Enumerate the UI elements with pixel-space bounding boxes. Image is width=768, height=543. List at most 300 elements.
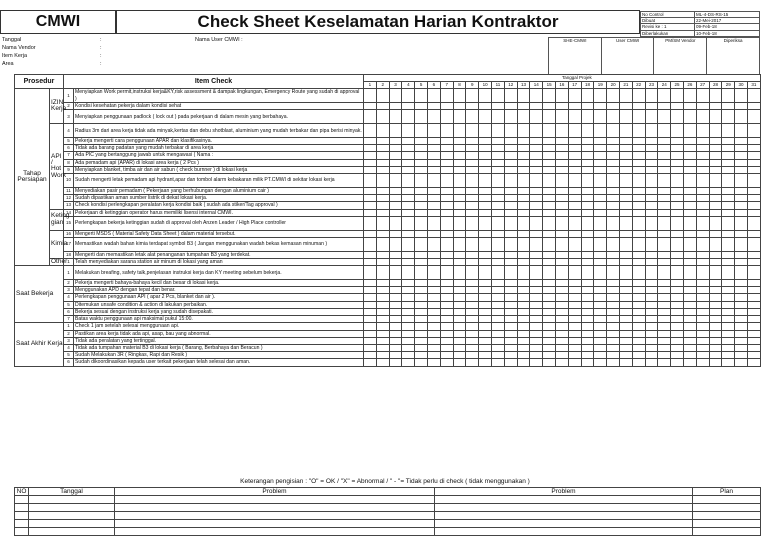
day-check-cell[interactable] xyxy=(607,251,620,258)
day-check-cell[interactable] xyxy=(504,308,517,315)
day-check-cell[interactable] xyxy=(389,323,402,330)
day-check-cell[interactable] xyxy=(645,337,658,344)
day-check-cell[interactable] xyxy=(696,237,709,251)
day-check-cell[interactable] xyxy=(671,195,684,202)
day-check-cell[interactable] xyxy=(671,323,684,330)
day-check-cell[interactable] xyxy=(376,301,389,308)
day-check-cell[interactable] xyxy=(568,258,581,265)
day-check-cell[interactable] xyxy=(581,89,594,103)
day-check-cell[interactable] xyxy=(555,251,568,258)
day-check-cell[interactable] xyxy=(530,301,543,308)
day-check-cell[interactable] xyxy=(709,230,722,237)
day-check-cell[interactable] xyxy=(466,195,479,202)
day-check-cell[interactable] xyxy=(492,308,505,315)
day-check-cell[interactable] xyxy=(568,159,581,166)
day-check-cell[interactable] xyxy=(504,89,517,103)
day-check-cell[interactable] xyxy=(735,145,748,152)
day-check-cell[interactable] xyxy=(453,202,466,209)
day-check-cell[interactable] xyxy=(479,216,492,230)
day-check-cell[interactable] xyxy=(607,124,620,138)
day-check-cell[interactable] xyxy=(428,344,441,351)
day-check-cell[interactable] xyxy=(364,166,377,173)
day-check-cell[interactable] xyxy=(453,251,466,258)
day-check-cell[interactable] xyxy=(709,124,722,138)
day-check-cell[interactable] xyxy=(492,344,505,351)
day-check-cell[interactable] xyxy=(504,174,517,188)
day-check-cell[interactable] xyxy=(645,344,658,351)
day-check-cell[interactable] xyxy=(607,187,620,194)
day-check-cell[interactable] xyxy=(402,202,415,209)
day-check-cell[interactable] xyxy=(376,344,389,351)
day-check-cell[interactable] xyxy=(453,344,466,351)
day-check-cell[interactable] xyxy=(517,195,530,202)
day-check-cell[interactable] xyxy=(543,330,556,337)
day-check-cell[interactable] xyxy=(492,301,505,308)
day-check-cell[interactable] xyxy=(683,103,696,110)
day-check-cell[interactable] xyxy=(671,89,684,103)
day-check-cell[interactable] xyxy=(466,330,479,337)
day-check-cell[interactable] xyxy=(440,280,453,287)
day-check-cell[interactable] xyxy=(735,159,748,166)
day-check-cell[interactable] xyxy=(658,301,671,308)
day-check-cell[interactable] xyxy=(543,202,556,209)
day-check-cell[interactable] xyxy=(504,344,517,351)
day-check-cell[interactable] xyxy=(658,159,671,166)
day-check-cell[interactable] xyxy=(607,110,620,124)
day-check-cell[interactable] xyxy=(364,359,377,366)
day-check-cell[interactable] xyxy=(364,209,377,216)
day-check-cell[interactable] xyxy=(492,352,505,359)
day-check-cell[interactable] xyxy=(517,216,530,230)
day-check-cell[interactable] xyxy=(683,174,696,188)
day-check-cell[interactable] xyxy=(568,294,581,301)
problem-cell[interactable] xyxy=(115,512,435,520)
day-check-cell[interactable] xyxy=(581,145,594,152)
day-check-cell[interactable] xyxy=(632,251,645,258)
day-check-cell[interactable] xyxy=(722,316,735,323)
day-check-cell[interactable] xyxy=(543,359,556,366)
day-check-cell[interactable] xyxy=(683,323,696,330)
day-check-cell[interactable] xyxy=(607,103,620,110)
day-check-cell[interactable] xyxy=(568,202,581,209)
day-check-cell[interactable] xyxy=(415,301,428,308)
day-check-cell[interactable] xyxy=(517,323,530,330)
day-check-cell[interactable] xyxy=(466,216,479,230)
day-check-cell[interactable] xyxy=(632,89,645,103)
day-check-cell[interactable] xyxy=(517,89,530,103)
day-check-cell[interactable] xyxy=(402,89,415,103)
day-check-cell[interactable] xyxy=(504,323,517,330)
day-check-cell[interactable] xyxy=(658,152,671,159)
day-check-cell[interactable] xyxy=(594,266,607,280)
day-check-cell[interactable] xyxy=(555,323,568,330)
day-check-cell[interactable] xyxy=(735,110,748,124)
day-check-cell[interactable] xyxy=(594,316,607,323)
day-check-cell[interactable] xyxy=(607,344,620,351)
day-check-cell[interactable] xyxy=(696,209,709,216)
day-check-cell[interactable] xyxy=(504,316,517,323)
day-check-cell[interactable] xyxy=(607,138,620,145)
day-check-cell[interactable] xyxy=(364,251,377,258)
day-check-cell[interactable] xyxy=(517,251,530,258)
day-check-cell[interactable] xyxy=(735,337,748,344)
day-check-cell[interactable] xyxy=(671,294,684,301)
day-check-cell[interactable] xyxy=(594,124,607,138)
day-check-cell[interactable] xyxy=(658,216,671,230)
day-check-cell[interactable] xyxy=(658,145,671,152)
day-check-cell[interactable] xyxy=(389,230,402,237)
day-check-cell[interactable] xyxy=(440,110,453,124)
day-check-cell[interactable] xyxy=(415,230,428,237)
day-check-cell[interactable] xyxy=(645,145,658,152)
day-check-cell[interactable] xyxy=(683,344,696,351)
day-check-cell[interactable] xyxy=(428,103,441,110)
day-check-cell[interactable] xyxy=(581,337,594,344)
day-check-cell[interactable] xyxy=(543,258,556,265)
day-check-cell[interactable] xyxy=(747,216,760,230)
day-check-cell[interactable] xyxy=(415,216,428,230)
day-check-cell[interactable] xyxy=(530,103,543,110)
day-check-cell[interactable] xyxy=(581,301,594,308)
day-check-cell[interactable] xyxy=(594,152,607,159)
day-check-cell[interactable] xyxy=(402,195,415,202)
day-check-cell[interactable] xyxy=(568,352,581,359)
day-check-cell[interactable] xyxy=(415,209,428,216)
problem-cell[interactable] xyxy=(29,496,115,504)
day-check-cell[interactable] xyxy=(466,159,479,166)
day-check-cell[interactable] xyxy=(645,258,658,265)
day-check-cell[interactable] xyxy=(530,202,543,209)
day-check-cell[interactable] xyxy=(555,209,568,216)
day-check-cell[interactable] xyxy=(632,323,645,330)
day-check-cell[interactable] xyxy=(517,308,530,315)
day-check-cell[interactable] xyxy=(632,159,645,166)
day-check-cell[interactable] xyxy=(504,330,517,337)
day-check-cell[interactable] xyxy=(735,344,748,351)
day-check-cell[interactable] xyxy=(402,266,415,280)
day-check-cell[interactable] xyxy=(466,145,479,152)
day-check-cell[interactable] xyxy=(492,195,505,202)
problem-cell[interactable] xyxy=(29,512,115,520)
day-check-cell[interactable] xyxy=(453,308,466,315)
day-check-cell[interactable] xyxy=(619,280,632,287)
day-check-cell[interactable] xyxy=(517,152,530,159)
day-check-cell[interactable] xyxy=(376,159,389,166)
day-check-cell[interactable] xyxy=(530,216,543,230)
day-check-cell[interactable] xyxy=(581,308,594,315)
day-check-cell[interactable] xyxy=(671,344,684,351)
day-check-cell[interactable] xyxy=(709,359,722,366)
day-check-cell[interactable] xyxy=(376,209,389,216)
day-check-cell[interactable] xyxy=(735,258,748,265)
day-check-cell[interactable] xyxy=(402,209,415,216)
day-check-cell[interactable] xyxy=(594,237,607,251)
day-check-cell[interactable] xyxy=(568,237,581,251)
day-check-cell[interactable] xyxy=(389,138,402,145)
day-check-cell[interactable] xyxy=(530,110,543,124)
day-check-cell[interactable] xyxy=(696,337,709,344)
day-check-cell[interactable] xyxy=(671,124,684,138)
day-check-cell[interactable] xyxy=(492,316,505,323)
day-check-cell[interactable] xyxy=(735,187,748,194)
day-check-cell[interactable] xyxy=(453,352,466,359)
day-check-cell[interactable] xyxy=(543,152,556,159)
day-check-cell[interactable] xyxy=(671,209,684,216)
day-check-cell[interactable] xyxy=(568,330,581,337)
day-check-cell[interactable] xyxy=(492,230,505,237)
day-check-cell[interactable] xyxy=(517,145,530,152)
day-check-cell[interactable] xyxy=(632,145,645,152)
day-check-cell[interactable] xyxy=(747,280,760,287)
day-check-cell[interactable] xyxy=(581,294,594,301)
day-check-cell[interactable] xyxy=(722,308,735,315)
day-check-cell[interactable] xyxy=(747,124,760,138)
day-check-cell[interactable] xyxy=(555,110,568,124)
day-check-cell[interactable] xyxy=(415,280,428,287)
day-check-cell[interactable] xyxy=(440,216,453,230)
day-check-cell[interactable] xyxy=(440,174,453,188)
day-check-cell[interactable] xyxy=(530,187,543,194)
day-check-cell[interactable] xyxy=(632,287,645,294)
day-check-cell[interactable] xyxy=(594,258,607,265)
day-check-cell[interactable] xyxy=(722,138,735,145)
day-check-cell[interactable] xyxy=(581,330,594,337)
day-check-cell[interactable] xyxy=(428,330,441,337)
day-check-cell[interactable] xyxy=(389,237,402,251)
day-check-cell[interactable] xyxy=(530,237,543,251)
day-check-cell[interactable] xyxy=(568,308,581,315)
day-check-cell[interactable] xyxy=(671,308,684,315)
day-check-cell[interactable] xyxy=(555,174,568,188)
day-check-cell[interactable] xyxy=(376,316,389,323)
day-check-cell[interactable] xyxy=(722,287,735,294)
day-check-cell[interactable] xyxy=(696,159,709,166)
day-check-cell[interactable] xyxy=(645,124,658,138)
day-check-cell[interactable] xyxy=(747,344,760,351)
day-check-cell[interactable] xyxy=(530,287,543,294)
day-check-cell[interactable] xyxy=(683,202,696,209)
day-check-cell[interactable] xyxy=(415,89,428,103)
day-check-cell[interactable] xyxy=(568,209,581,216)
day-check-cell[interactable] xyxy=(440,308,453,315)
day-check-cell[interactable] xyxy=(492,103,505,110)
day-check-cell[interactable] xyxy=(389,359,402,366)
day-check-cell[interactable] xyxy=(402,110,415,124)
day-check-cell[interactable] xyxy=(492,359,505,366)
day-check-cell[interactable] xyxy=(619,352,632,359)
day-check-cell[interactable] xyxy=(735,266,748,280)
day-check-cell[interactable] xyxy=(389,152,402,159)
day-check-cell[interactable] xyxy=(658,316,671,323)
day-check-cell[interactable] xyxy=(555,230,568,237)
day-check-cell[interactable] xyxy=(517,294,530,301)
day-check-cell[interactable] xyxy=(530,352,543,359)
day-check-cell[interactable] xyxy=(453,195,466,202)
day-check-cell[interactable] xyxy=(645,266,658,280)
day-check-cell[interactable] xyxy=(619,124,632,138)
day-check-cell[interactable] xyxy=(747,159,760,166)
day-check-cell[interactable] xyxy=(402,251,415,258)
day-check-cell[interactable] xyxy=(402,258,415,265)
day-check-cell[interactable] xyxy=(453,294,466,301)
day-check-cell[interactable] xyxy=(364,124,377,138)
day-check-cell[interactable] xyxy=(581,166,594,173)
day-check-cell[interactable] xyxy=(722,280,735,287)
day-check-cell[interactable] xyxy=(466,352,479,359)
day-check-cell[interactable] xyxy=(440,89,453,103)
day-check-cell[interactable] xyxy=(709,330,722,337)
day-check-cell[interactable] xyxy=(747,287,760,294)
day-check-cell[interactable] xyxy=(658,308,671,315)
day-check-cell[interactable] xyxy=(555,301,568,308)
day-check-cell[interactable] xyxy=(735,209,748,216)
day-check-cell[interactable] xyxy=(607,216,620,230)
day-check-cell[interactable] xyxy=(543,316,556,323)
day-check-cell[interactable] xyxy=(671,159,684,166)
day-check-cell[interactable] xyxy=(735,301,748,308)
day-check-cell[interactable] xyxy=(594,138,607,145)
day-check-cell[interactable] xyxy=(479,337,492,344)
day-check-cell[interactable] xyxy=(555,152,568,159)
day-check-cell[interactable] xyxy=(671,251,684,258)
day-check-cell[interactable] xyxy=(479,344,492,351)
day-check-cell[interactable] xyxy=(364,237,377,251)
day-check-cell[interactable] xyxy=(389,301,402,308)
day-check-cell[interactable] xyxy=(747,323,760,330)
day-check-cell[interactable] xyxy=(722,251,735,258)
day-check-cell[interactable] xyxy=(492,280,505,287)
day-check-cell[interactable] xyxy=(594,330,607,337)
day-check-cell[interactable] xyxy=(722,230,735,237)
day-check-cell[interactable] xyxy=(530,89,543,103)
day-check-cell[interactable] xyxy=(645,187,658,194)
day-check-cell[interactable] xyxy=(632,187,645,194)
day-check-cell[interactable] xyxy=(735,251,748,258)
day-check-cell[interactable] xyxy=(453,301,466,308)
day-check-cell[interactable] xyxy=(709,187,722,194)
day-check-cell[interactable] xyxy=(466,209,479,216)
day-check-cell[interactable] xyxy=(364,323,377,330)
day-check-cell[interactable] xyxy=(453,280,466,287)
day-check-cell[interactable] xyxy=(543,266,556,280)
day-check-cell[interactable] xyxy=(543,103,556,110)
day-check-cell[interactable] xyxy=(632,230,645,237)
day-check-cell[interactable] xyxy=(453,216,466,230)
day-check-cell[interactable] xyxy=(504,237,517,251)
day-check-cell[interactable] xyxy=(658,209,671,216)
day-check-cell[interactable] xyxy=(555,280,568,287)
day-check-cell[interactable] xyxy=(530,174,543,188)
day-check-cell[interactable] xyxy=(632,124,645,138)
day-check-cell[interactable] xyxy=(735,202,748,209)
day-check-cell[interactable] xyxy=(543,166,556,173)
problem-cell[interactable] xyxy=(693,520,761,528)
day-check-cell[interactable] xyxy=(747,209,760,216)
day-check-cell[interactable] xyxy=(466,359,479,366)
day-check-cell[interactable] xyxy=(658,330,671,337)
day-check-cell[interactable] xyxy=(645,138,658,145)
day-check-cell[interactable] xyxy=(440,352,453,359)
day-check-cell[interactable] xyxy=(619,301,632,308)
day-check-cell[interactable] xyxy=(466,230,479,237)
day-check-cell[interactable] xyxy=(504,187,517,194)
day-check-cell[interactable] xyxy=(581,110,594,124)
day-check-cell[interactable] xyxy=(645,152,658,159)
day-check-cell[interactable] xyxy=(747,202,760,209)
day-check-cell[interactable] xyxy=(581,124,594,138)
day-check-cell[interactable] xyxy=(479,280,492,287)
day-check-cell[interactable] xyxy=(581,287,594,294)
day-check-cell[interactable] xyxy=(402,337,415,344)
day-check-cell[interactable] xyxy=(568,145,581,152)
day-check-cell[interactable] xyxy=(479,110,492,124)
day-check-cell[interactable] xyxy=(581,152,594,159)
day-check-cell[interactable] xyxy=(581,159,594,166)
day-check-cell[interactable] xyxy=(735,230,748,237)
day-check-cell[interactable] xyxy=(722,110,735,124)
day-check-cell[interactable] xyxy=(389,251,402,258)
day-check-cell[interactable] xyxy=(543,138,556,145)
day-check-cell[interactable] xyxy=(645,195,658,202)
day-check-cell[interactable] xyxy=(722,301,735,308)
day-check-cell[interactable] xyxy=(492,258,505,265)
day-check-cell[interactable] xyxy=(735,89,748,103)
day-check-cell[interactable] xyxy=(735,216,748,230)
day-check-cell[interactable] xyxy=(466,287,479,294)
day-check-cell[interactable] xyxy=(376,237,389,251)
day-check-cell[interactable] xyxy=(735,195,748,202)
day-check-cell[interactable] xyxy=(696,230,709,237)
day-check-cell[interactable] xyxy=(402,174,415,188)
day-check-cell[interactable] xyxy=(747,316,760,323)
day-check-cell[interactable] xyxy=(581,174,594,188)
day-check-cell[interactable] xyxy=(696,294,709,301)
day-check-cell[interactable] xyxy=(364,280,377,287)
day-check-cell[interactable] xyxy=(543,110,556,124)
day-check-cell[interactable] xyxy=(440,344,453,351)
day-check-cell[interactable] xyxy=(555,308,568,315)
day-check-cell[interactable] xyxy=(632,301,645,308)
problem-cell[interactable] xyxy=(693,496,761,504)
day-check-cell[interactable] xyxy=(735,166,748,173)
day-check-cell[interactable] xyxy=(504,280,517,287)
day-check-cell[interactable] xyxy=(619,294,632,301)
day-check-cell[interactable] xyxy=(709,266,722,280)
day-check-cell[interactable] xyxy=(683,138,696,145)
day-check-cell[interactable] xyxy=(453,110,466,124)
day-check-cell[interactable] xyxy=(543,187,556,194)
day-check-cell[interactable] xyxy=(683,280,696,287)
day-check-cell[interactable] xyxy=(658,89,671,103)
day-check-cell[interactable] xyxy=(594,230,607,237)
day-check-cell[interactable] xyxy=(530,258,543,265)
day-check-cell[interactable] xyxy=(364,216,377,230)
day-check-cell[interactable] xyxy=(594,166,607,173)
day-check-cell[interactable] xyxy=(581,209,594,216)
day-check-cell[interactable] xyxy=(492,330,505,337)
day-check-cell[interactable] xyxy=(466,337,479,344)
day-check-cell[interactable] xyxy=(389,308,402,315)
day-check-cell[interactable] xyxy=(696,195,709,202)
day-check-cell[interactable] xyxy=(735,287,748,294)
day-check-cell[interactable] xyxy=(440,294,453,301)
day-check-cell[interactable] xyxy=(389,103,402,110)
day-check-cell[interactable] xyxy=(607,166,620,173)
day-check-cell[interactable] xyxy=(696,145,709,152)
day-check-cell[interactable] xyxy=(402,166,415,173)
day-check-cell[interactable] xyxy=(376,280,389,287)
day-check-cell[interactable] xyxy=(594,187,607,194)
